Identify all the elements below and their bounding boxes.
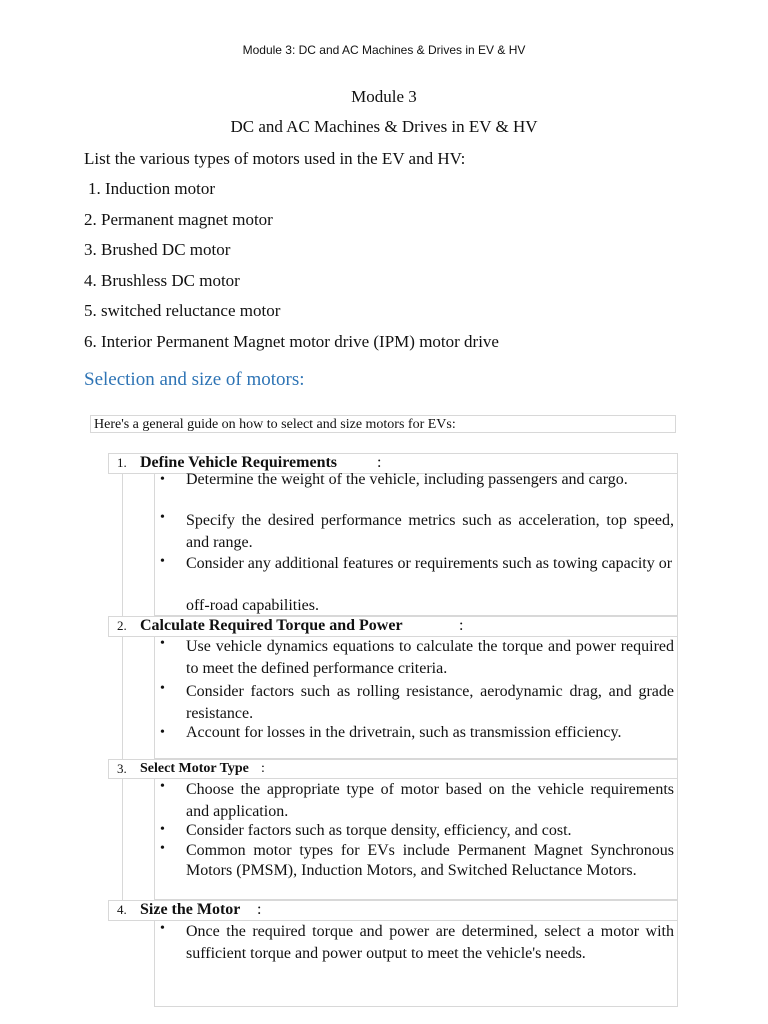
step-colon: : — [261, 761, 265, 776]
step-colon: : — [377, 454, 382, 471]
module-title: Module 3 — [351, 87, 417, 106]
bullet-icon: • — [160, 822, 165, 837]
step-number: 4. — [117, 902, 127, 917]
module-subtitle: DC and AC Machines & Drives in EV & HV — [230, 117, 538, 136]
list-item: 3. Brushed DC motor — [84, 240, 231, 260]
list-item: 2. Permanent magnet motor — [84, 209, 273, 229]
bullet-icon: • — [160, 681, 165, 696]
step-number: 3. — [117, 761, 127, 776]
table-divider — [122, 636, 123, 759]
step-number: 2. — [117, 618, 127, 633]
bullet-icon: • — [160, 472, 165, 487]
table-divider — [122, 778, 123, 900]
step-colon: : — [459, 617, 464, 634]
motor-types-intro: List the various types of motors used in the EV and HV: — [84, 149, 466, 168]
table-divider — [122, 473, 123, 616]
bullet-icon: • — [160, 841, 165, 856]
step-title: Size the Motor — [140, 901, 241, 918]
step-row — [108, 616, 678, 637]
section-heading: Selection and size of motors: — [84, 369, 305, 390]
guide-intro: Here's a general guide on how to select and size motors for EVs: — [90, 415, 676, 433]
list-item: 5. switched reluctance motor — [84, 301, 281, 321]
bullet-icon: • — [160, 510, 165, 525]
list-item: 1. Induction motor — [88, 179, 216, 198]
bullet-icon: • — [160, 554, 165, 569]
step-row — [108, 900, 678, 921]
step-colon: : — [257, 901, 262, 918]
bullet-icon: • — [160, 921, 165, 936]
motor-types-list — [84, 179, 499, 363]
running-header: Module 3: DC and AC Machines & Drives in EV & HV — [242, 43, 526, 57]
step-row — [108, 759, 678, 779]
step-number: 1. — [117, 455, 127, 470]
bullet-icon: • — [160, 636, 165, 651]
step-title: Define Vehicle Requirements — [140, 454, 338, 471]
bullet-icon: • — [160, 779, 165, 794]
list-item: 4. Brushless DC motor — [84, 270, 240, 290]
step-title: Calculate Required Torque and Power — [140, 617, 403, 634]
step-title: Select Motor Type — [140, 761, 249, 776]
list-item: 6. Interior Permanent Magnet motor drive (IPM) motor drive — [84, 331, 499, 351]
bullet-icon: • — [160, 725, 165, 740]
